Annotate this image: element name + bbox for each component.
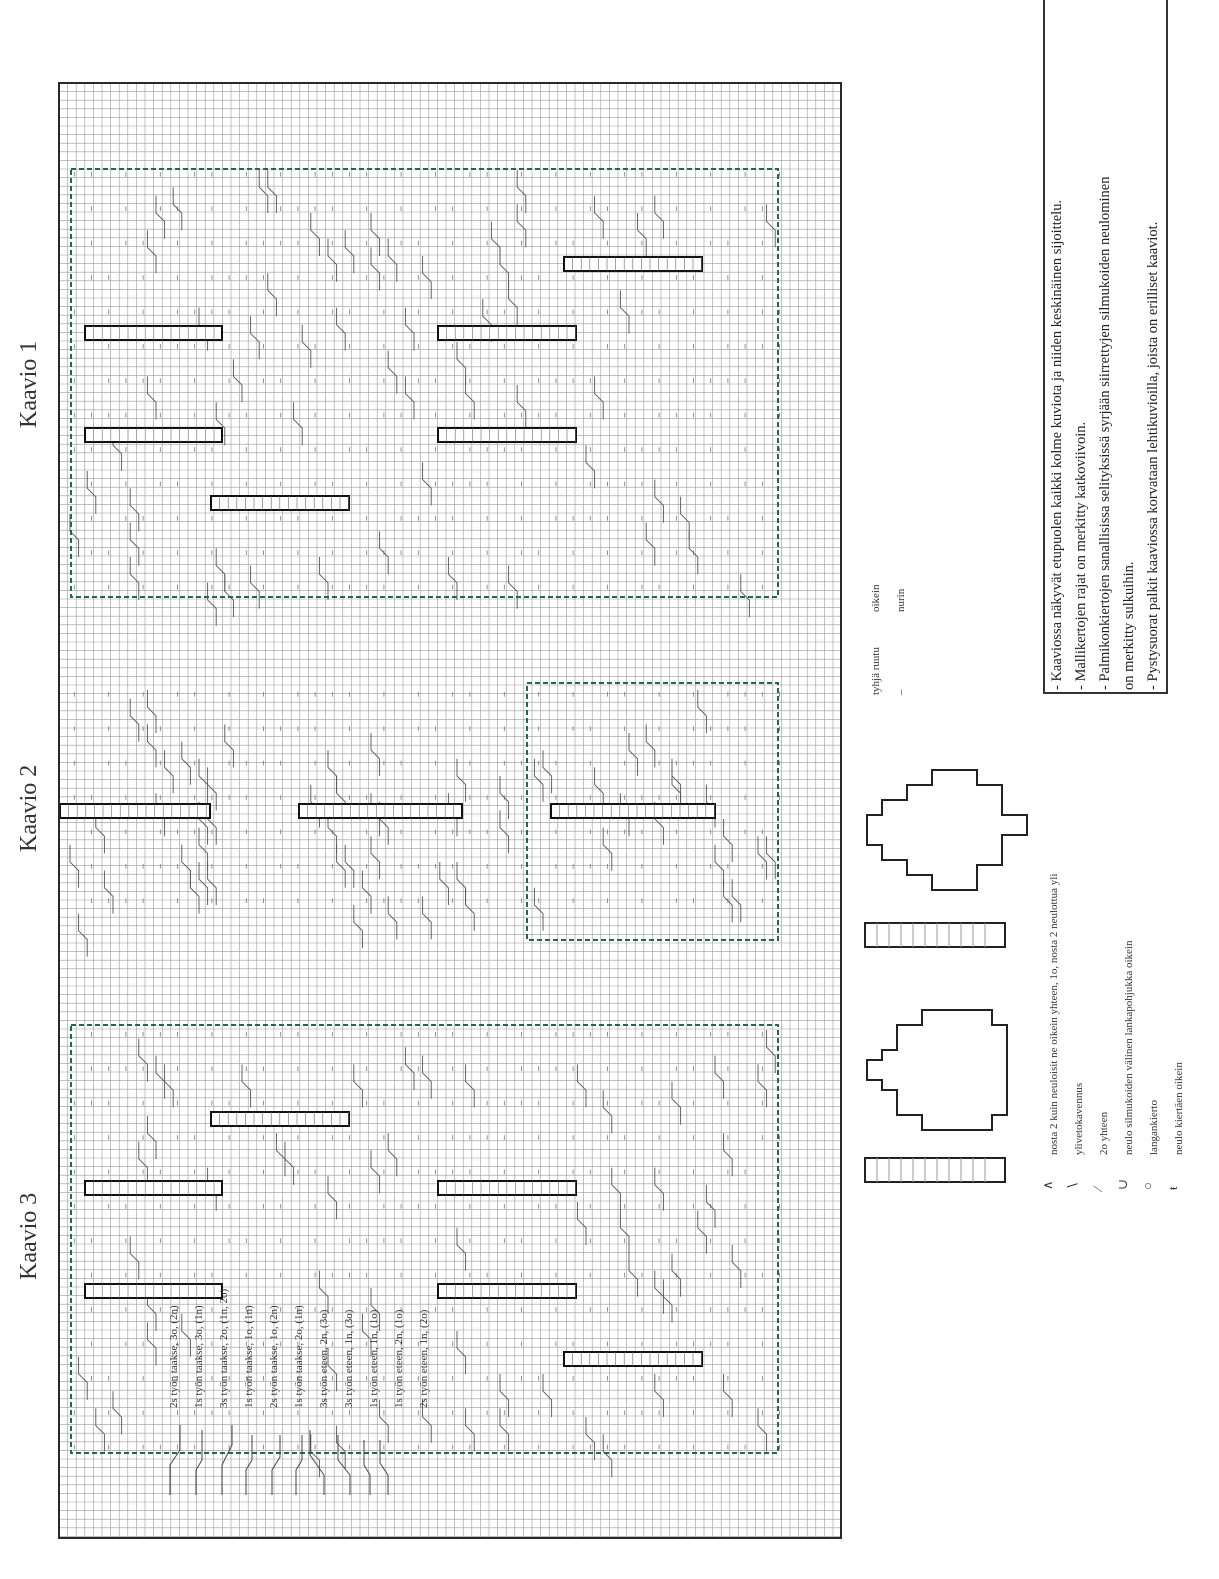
cable-icon-4	[246, 1435, 252, 1495]
cable-mark	[672, 1082, 681, 1125]
cable-mark	[345, 845, 354, 888]
cable-mark	[337, 845, 346, 888]
cable-mark	[517, 385, 526, 428]
legend-cable-1: 2s työn taakse, 3o, (2n)	[168, 1305, 180, 1408]
cable-legend-icons	[160, 1425, 400, 1505]
cable-mark	[147, 1116, 156, 1159]
cable-mark	[767, 836, 776, 879]
cable-icon-1	[170, 1425, 180, 1495]
cable-mark	[500, 810, 509, 853]
cable-mark	[147, 376, 156, 419]
legend-basic-symbol-2: –	[895, 689, 907, 695]
cable-mark	[767, 1030, 776, 1073]
cable-mark	[165, 750, 174, 793]
cable-mark	[354, 905, 363, 948]
cable-mark	[139, 1039, 148, 1082]
cable-mark	[767, 204, 776, 247]
cable-mark	[156, 196, 165, 239]
cable-mark	[440, 862, 449, 905]
cable-mark	[500, 247, 509, 290]
cable-mark	[457, 862, 466, 905]
legend-cable-5: 2s työn taakse, 1o, (2n)	[268, 1305, 280, 1408]
cable-mark	[646, 523, 655, 566]
cable-mark	[724, 819, 733, 862]
legend-symbol-6: ŧ	[1165, 1186, 1180, 1190]
cable-mark	[466, 1064, 475, 1107]
legend-symbol-5: ○	[1140, 1182, 1155, 1190]
cable-icon-7	[310, 1430, 324, 1495]
legend-stitch-3: 2o yhteen	[1098, 1111, 1110, 1155]
cable-icon-9	[364, 1440, 370, 1495]
cable-mark	[595, 196, 604, 239]
legend-basic-label-1: oikein	[870, 584, 882, 612]
cable-mark	[758, 836, 767, 879]
legend-cable-4: 1s työn taakse, 1o, (1n)	[243, 1305, 255, 1408]
cable-mark	[182, 845, 191, 888]
cable-mark	[423, 896, 432, 939]
cable-mark	[130, 488, 139, 531]
legend-cable-7: 3s työn eteen, 2n, (3o)	[318, 1309, 330, 1408]
legend-stitch-1: nosta 2 kuin neuloisit ne oikein yhteen, 1o, nosta 2 neulottua yli	[1048, 873, 1060, 1155]
legend-stitch-4: neulo silmukoiden välinen lankapohjukka oikein	[1123, 940, 1135, 1155]
cable-mark	[509, 282, 518, 325]
cable-mark	[130, 1236, 139, 1279]
cable-mark	[139, 1142, 148, 1185]
cable-mark	[311, 213, 320, 256]
cable-mark	[655, 1271, 664, 1314]
cable-mark	[646, 724, 655, 767]
cable-mark	[638, 213, 647, 256]
cable-mark	[79, 1357, 88, 1400]
cable-mark	[577, 1064, 586, 1107]
cable-icon-3	[222, 1425, 232, 1495]
cable-mark	[620, 290, 629, 333]
cable-mark	[199, 828, 208, 871]
cable-mark	[423, 1056, 432, 1099]
note-3: - Palmikonkiertojen sanallisissa selityksissä syrjään siirrettyjen silmukoiden neulominen	[1097, 176, 1113, 690]
cable-mark	[655, 196, 664, 239]
cable-mark	[371, 733, 380, 776]
cable-mark	[70, 845, 79, 888]
cable-mark	[104, 871, 113, 914]
cable-mark	[165, 1064, 174, 1107]
cable-mark	[302, 325, 311, 368]
legend-symbol-3: ∕	[1090, 1187, 1105, 1190]
cable-mark	[319, 1271, 328, 1314]
legend-cable-10: 1s työn eteen, 2n, (1o)	[393, 1309, 405, 1408]
cable-mark	[698, 690, 707, 733]
legend-cable-2: 1s työn taakse, 3o, (1n)	[193, 1305, 205, 1408]
cable-mark	[388, 1133, 397, 1176]
cable-mark	[534, 888, 543, 931]
cable-mark	[259, 170, 268, 213]
cable-mark	[190, 871, 199, 914]
cable-mark	[715, 845, 724, 888]
legend-basic-symbol-1: tyhjä ruutu	[870, 647, 882, 695]
cable-mark	[732, 879, 741, 922]
legend-symbol-2: ∖	[1065, 1181, 1080, 1190]
leaf-bar	[551, 804, 715, 818]
cable-icon-6	[296, 1435, 302, 1495]
cable-mark	[251, 566, 260, 609]
cable-mark	[543, 750, 552, 793]
cable-mark	[689, 531, 698, 574]
cable-icon-5	[272, 1435, 280, 1495]
note-4: on merkitty sulkuihin.	[1121, 561, 1137, 690]
cable-mark	[698, 1211, 707, 1254]
cable-mark	[380, 531, 389, 574]
cable-mark	[388, 239, 397, 282]
leaf-bar	[60, 804, 210, 818]
cable-mark	[595, 376, 604, 419]
note-2: - Mallikertojen rajat on merkitty katkoviivoin.	[1073, 421, 1089, 690]
cable-mark	[371, 1150, 380, 1193]
cable-mark	[423, 462, 432, 505]
leaf-chart-a	[862, 1155, 1012, 1185]
cable-mark	[620, 1211, 629, 1254]
cable-mark	[268, 170, 277, 213]
cable-mark	[147, 1322, 156, 1365]
legend-stitch-5: langankierto	[1148, 1100, 1160, 1155]
cable-mark	[328, 1176, 337, 1219]
cable-mark	[251, 316, 260, 359]
cable-mark	[147, 230, 156, 273]
cable-mark	[216, 548, 225, 591]
cable-mark	[577, 1202, 586, 1245]
cable-mark	[130, 557, 139, 600]
cable-mark	[130, 699, 139, 742]
legend-stitch-6: neulo kiertäen oikein	[1173, 1062, 1185, 1155]
cable-mark	[147, 690, 156, 733]
cable-mark	[113, 1391, 122, 1434]
cable-mark	[457, 342, 466, 385]
cable-mark	[147, 724, 156, 767]
cable-mark	[388, 351, 397, 394]
cable-mark	[199, 759, 208, 802]
cable-mark	[96, 1408, 105, 1451]
cable-mark	[741, 574, 750, 617]
cable-mark	[268, 273, 277, 316]
cable-mark	[328, 750, 337, 793]
cable-mark	[603, 1090, 612, 1133]
cable-icon-2	[196, 1430, 202, 1495]
cable-mark	[672, 1254, 681, 1297]
cable-mark	[405, 376, 414, 419]
cable-mark	[629, 1254, 638, 1297]
leaf-chart-b	[862, 920, 1012, 950]
chart-title-1: Kaavio 1	[16, 340, 42, 428]
cable-mark	[285, 1142, 294, 1185]
cable-icon-10	[380, 1440, 388, 1495]
cable-icon-8	[338, 1435, 350, 1495]
cable-mark	[405, 308, 414, 351]
cable-mark	[715, 1056, 724, 1099]
cable-mark	[724, 879, 733, 922]
cable-mark	[405, 1047, 414, 1090]
cable-mark	[156, 1056, 165, 1099]
cable-mark	[337, 308, 346, 351]
chart-title-3: Kaavio 3	[16, 1192, 42, 1280]
note-1: - Kaaviossa näkyvät etupuolen kaikki kolme kuviota ja niiden keskinäinen sijoittelu.	[1049, 199, 1065, 690]
leaf-chart-c	[862, 1005, 1022, 1135]
legend-symbol-4: ∪	[1115, 1179, 1130, 1190]
chart-title-2: Kaavio 2	[16, 764, 42, 852]
legend-basic-label-2: nurin	[895, 588, 907, 612]
cable-mark	[655, 480, 664, 523]
legend-cable-11: 2s työn eteen, 1n, (2o)	[418, 1309, 430, 1408]
cable-mark	[629, 733, 638, 776]
cable-mark	[663, 1279, 672, 1322]
cable-mark	[371, 213, 380, 256]
cable-mark	[457, 1331, 466, 1374]
cable-mark	[543, 1374, 552, 1417]
cable-mark	[681, 497, 690, 540]
cable-mark	[354, 1064, 363, 1107]
cable-mark	[371, 247, 380, 290]
cable-mark	[345, 230, 354, 273]
cable-mark	[362, 871, 371, 914]
cable-mark	[199, 862, 208, 905]
cable-mark	[466, 888, 475, 931]
cable-mark	[509, 566, 518, 609]
legend-symbol-1: ∧	[1040, 1180, 1055, 1190]
legend-cable-6: 1s työn taakse, 2o, (1n)	[293, 1305, 305, 1408]
cable-mark	[612, 1168, 621, 1211]
leaf-bar	[299, 804, 462, 818]
cable-mark	[294, 402, 303, 445]
cable-mark	[603, 1434, 612, 1477]
legend-cable-3: 3s työn taakse, 2o, (1n, 2o)	[218, 1288, 230, 1408]
cable-mark	[233, 359, 242, 402]
cable-mark	[457, 1228, 466, 1271]
cable-mark	[371, 836, 380, 879]
legend-stitch-2: ylivetokavennus	[1073, 1082, 1085, 1155]
leaf-chart-d	[862, 765, 1032, 895]
cable-mark	[276, 1133, 285, 1176]
note-5: - Pystysuorat palkit kaaviossa korvataan lehtikuvioilla, joista on erilliset kaaviot.	[1145, 221, 1161, 690]
cable-mark	[500, 776, 509, 819]
cable-mark	[225, 574, 234, 617]
cable-mark	[319, 557, 328, 600]
cable-mark	[79, 914, 88, 957]
cable-mark	[182, 1314, 191, 1357]
legend-cable-8: 3s työn eteen, 1n, (3o)	[343, 1309, 355, 1408]
cable-mark	[457, 759, 466, 802]
cable-mark	[423, 256, 432, 299]
cable-mark	[87, 471, 96, 514]
cable-mark	[173, 187, 182, 230]
cable-mark	[182, 742, 191, 785]
cable-mark	[388, 896, 397, 939]
cable-mark	[130, 523, 139, 566]
cable-mark	[732, 1245, 741, 1288]
cable-mark	[491, 222, 500, 265]
cable-mark	[448, 557, 457, 600]
legend-cable-9: 1s työn eteen, 1n, (1o)	[368, 1309, 380, 1408]
repeat-box-1	[71, 169, 778, 597]
cable-mark	[706, 1185, 715, 1228]
